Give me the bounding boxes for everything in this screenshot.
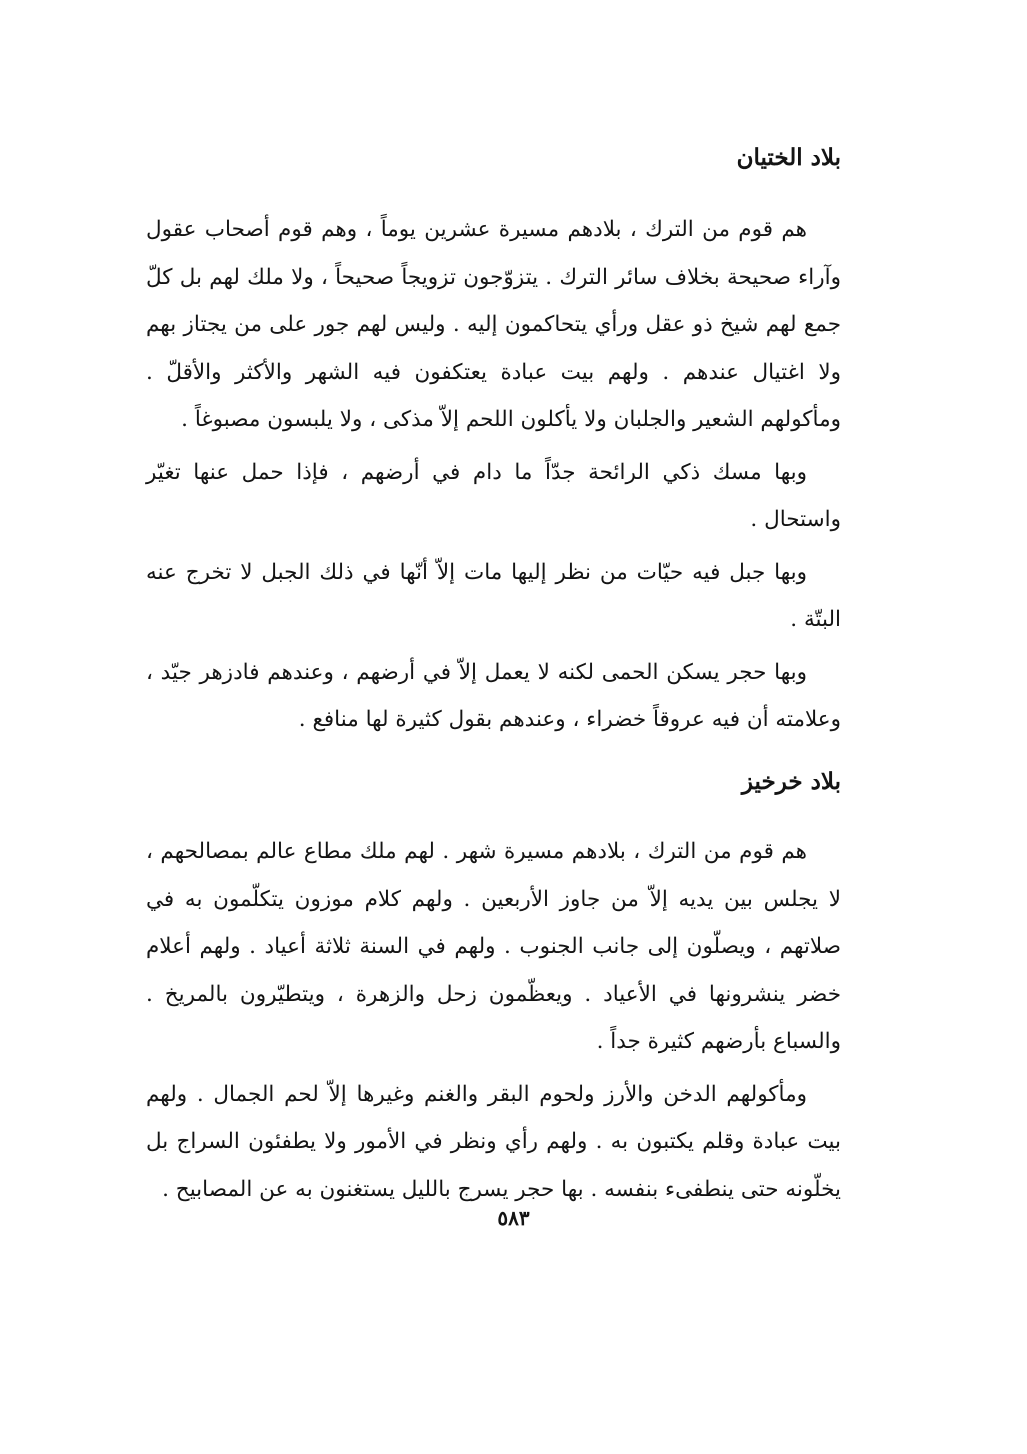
section-title-khutayan: بلاد الختيان	[736, 144, 841, 171]
paragraph: ومأكولهم الدخن والأرز ولحوم البقر والغنم وغيرها إلاّ لحم الجمال . ولهم بيت عبادة وقلم يكتبون به . ولهم رأي ونظر في الأمور ولا يطفئون السراج بل يخلّونه حتى ينطفىء بنفسه . بها حجر يسرج بالليل يستغنون به عن المصابيح .	[146, 1081, 841, 1202]
section-title-kharkhiz: بلاد خرخيز	[741, 768, 841, 795]
paragraph: وبها حجر يسكن الحمى لكنه لا يعمل إلاّ في أرضهم ، وعندهم فادزهر جيّد ، وعلامته أن فيه عروقاً خضراء ، وعندهم بقول كثيرة لها منافع .	[146, 659, 841, 732]
page-number: ٥٨٣	[497, 1206, 530, 1230]
paragraph: هم قوم من الترك ، بلادهم مسيرة شهر . لهم ملك مطاع عالم بمصالحهم ، لا يجلس بين يديه إلاّ من جاوز الأربعين . ولهم كلام موزون يتكلّمون به في صلاتهم ، ويصلّون إلى جانب الجنوب . ولهم في السنة ثلاثة أعياد . ولهم أعلام خضر ينشرونها في الأعياد . ويعظّمون زحل والزهرة ، ويتطيّرون بالمريخ . والسباع بأرضهم كثيرة جداً .	[146, 839, 841, 1054]
paragraph: وبها مسك ذكي الرائحة جدّاً ما دام في أرضهم ، فإذا حمل عنها تغيّر واستحال .	[146, 459, 841, 532]
section-body-khutayan	[146, 206, 841, 749]
section-body-kharkhiz	[146, 828, 841, 1218]
paragraph: هم قوم من الترك ، بلادهم مسيرة عشرين يوماً ، وهم قوم أصحاب عقول وآراء صحيحة بخلاف سائر الترك . يتزوّجون تزويجاً صحيحاً ، ولا ملك لهم بل كلّ جمع لهم شيخ ذو عقل ورأي يتحاكمون إليه . وليس لهم جور على من يجتاز بهم ولا اغتيال عندهم . ولهم بيت عبادة يعتكفون فيه الشهر والأكثر والأقلّ . ومأكولهم الشعير والجلبان ولا يأكلون اللحم إلاّ مذكى ، ولا يلبسون مصبوغاً .	[146, 217, 841, 432]
paragraph: وبها جبل فيه حيّات من نظر إليها مات إلاّ أنّها في ذلك الجبل لا تخرج عنه البتّة .	[146, 559, 841, 632]
